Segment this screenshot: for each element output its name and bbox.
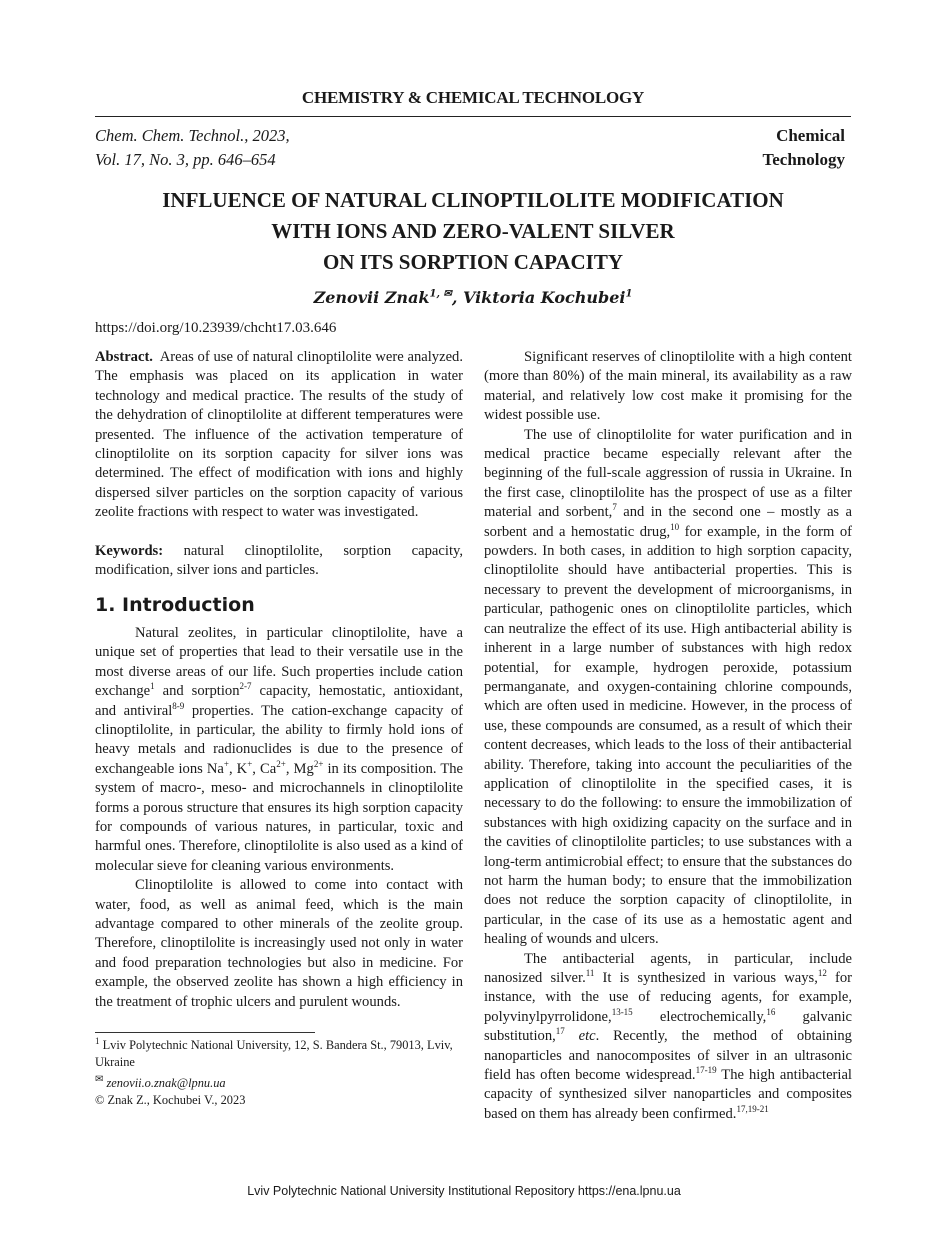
text-run: electrochemically,	[632, 1008, 767, 1025]
citation-ref: 11	[585, 968, 595, 979]
journal-category	[762, 124, 845, 172]
text-run: for instance, with the use of reducing agents, for example, polyvinylpyrrolidone,	[484, 970, 852, 1025]
author-list	[95, 288, 851, 307]
ion-charge: 2+	[276, 758, 286, 769]
text-run: properties. The cation-exchange capacity of clinoptilolite, in particular, the ability to firmly hold ions of heavy metals and radionuclides is due to the presence of exchangeable ions Na	[95, 702, 463, 777]
right-column	[484, 348, 852, 1124]
title-line-1: INFLUENCE OF NATURAL CLINOPTILOLITE MODIFICATION	[162, 188, 784, 212]
citation	[95, 124, 290, 172]
affiliation-text: Lviv Polytechnic National University, 12, S. Bandera St., 79013, Lviv, Ukraine	[95, 1038, 453, 1069]
citation-ref: 17	[555, 1026, 565, 1037]
category-line-2: Technology	[762, 150, 845, 169]
title-line-2: WITH IONS AND ZERO-VALENT SILVER	[271, 219, 675, 243]
repository-footer: Lviv Polytechnic National University Institutional Repository https://ena.lpnu.ua	[247, 1184, 681, 1198]
title-line-3: ON ITS SORPTION CAPACITY	[322, 250, 624, 274]
keywords-text: natural clinoptilolite, sorption capacity, modification, silver ions and particles.	[95, 542, 463, 579]
intro-paragraph: Clinoptilolite is allowed to come into contact with water, food, as well as animal feed, which is the main advantage compared to other minerals of the zeolite group. Therefore, clinoptilolite is increasingly used not only in water and food preparation technologies but also in medicine. For example, the observed zeolite has shown a high efficiency in the treatment of trophic ulcers and purulent wounds.	[95, 877, 463, 1010]
text-run: and sorption	[154, 683, 240, 700]
author-name: Zenovii Znak	[313, 288, 430, 307]
text-run: Natural zeolites, in particular clinoptilolite, have a unique set of properties that lead to their versatile use in the most diverse areas of our life. Such properties include cation exchange	[95, 624, 463, 700]
citation-line-2: Vol. 17, No. 3, pp. 646–654	[95, 150, 276, 169]
text-run: , Mg	[285, 760, 314, 777]
copyright-notice: © Znak Z., Kochubei V., 2023	[95, 1093, 246, 1108]
citation-ref: 12	[817, 968, 827, 979]
text-run: It is synthesized in various ways,	[594, 970, 818, 986]
text-run: The high antibacterial capacity of synthesized silver nanoparticles and composites based on them has already been confirmed.	[484, 1067, 852, 1122]
doi-link[interactable]: https://doi.org/10.23939/chcht17.03.646	[95, 320, 337, 336]
footnote-divider	[95, 1032, 315, 1033]
abstract-text: Areas of use of natural clinoptilolite were analyzed. The emphasis was placed on its application in water technology and medical practice. The results of the study of the dehydration of clinoptilolite at different temperatures were presented. The influence of the activation temperature of clinoptilolite on its sorption capacity for silver ions was determined. The effect of modification with ions and highly dispersed silver particles on the sorption capacity of various zeolite fractions with respect to water was investigated.	[95, 349, 463, 521]
ion-charge: 2+	[313, 758, 324, 769]
email-footnote	[95, 1071, 463, 1092]
text-run: capacity, hemostatic, antioxidant, and antiviral	[95, 683, 463, 719]
ion-charge: +	[247, 758, 253, 769]
text-run: and in the second one – mostly as a sorbent and a hemostatic drug,	[484, 504, 852, 540]
paper-title	[95, 185, 851, 278]
citation-ref: 13-15	[611, 1006, 633, 1017]
text-run: The use of clinoptilolite for water purification and in medical practice became especially relevant after the beginning of the full-scale aggression of russia in Ukraine. In the first case, clinoptilolite has the prospect of use as a filter material and sorbent,	[484, 426, 852, 521]
body-paragraph: Significant reserves of clinoptilolite with a high content (more than 80%) of the main mineral, its availability as a raw material, and relatively low cost make it promising for the widest possible use.	[484, 349, 852, 424]
citation-ref: 17-19	[695, 1065, 717, 1076]
author-affiliation-marker: 1, ✉	[429, 288, 452, 300]
author-separator: ,	[451, 288, 463, 307]
abstract-label: Abstract.	[95, 349, 153, 365]
text-run: for example, in the form of powders. In both cases, in addition to high sorption capacity, clinoptilolite should have antibacterial properties. This is necessary to prevent the development of microorganisms, in particular, pathogenic ones on clinoptilolite particles, which can neutralize the effect of its use. High antibacterial ability is inherent in a large number of substances with high redox potential, for example, hydrogen peroxide, potassium permanganate, and oxygen-containing chlorine compounds, which are often used in medicine. However, in the process of use, these compounds are consumed, as a result of which their content decreases, which leads to the loss of their antibacterial ability. Therefore, taking into account the peculiarities of the application of clinoptilolite in the specified cases, it is necessary to do the following: to ensure the immobilization of substances with high oxidizing capacity on the surface and in the cavities of clinoptilolite particles; to use substances with a long-term antimicrobial effect; to ensure that the substances do not harm the human body; to ensure that the immobilization does not reduce the sorption capacity of clinoptilolite, in particular, in the case of its use as a hemostatic agent and healing of wounds and ulcers.	[484, 523, 852, 948]
section-heading: 1. Introduction	[95, 594, 255, 617]
text-run: , K	[228, 760, 248, 777]
body-paragraph	[484, 950, 852, 1125]
citation-line-1: Chem. Chem. Technol., 2023,	[95, 126, 290, 145]
author-affiliation-marker: 1	[625, 288, 633, 300]
text-run: , Ca	[252, 760, 277, 777]
body-paragraph	[484, 426, 852, 950]
left-column	[95, 348, 463, 1109]
author-name: Viktoria Kochubei	[462, 288, 626, 307]
text-run-italic: etc	[564, 1028, 596, 1045]
affiliation-footnote	[95, 1037, 463, 1071]
citation-ref: 10	[670, 521, 680, 532]
keywords	[95, 542, 463, 581]
text-run: galvanic substitution,	[484, 1008, 852, 1045]
text-run: The antibacterial agents, in particular, include nanosized silver.	[484, 950, 852, 986]
citation-ref: 2-7	[239, 681, 252, 692]
citation-ref: 8-9	[172, 700, 185, 711]
citation-ref: 17,19-21	[736, 1103, 769, 1114]
abstract	[95, 348, 463, 523]
citation-ref: 7	[612, 502, 617, 513]
ion-charge: +	[223, 758, 229, 769]
citation-ref: 16	[766, 1006, 776, 1017]
citation-ref: 1	[150, 681, 155, 692]
intro-paragraph	[95, 624, 463, 876]
footnotes	[95, 1037, 463, 1109]
email-link[interactable]: zenovii.o.znak@lpnu.ua	[103, 1076, 226, 1091]
text-run: . Recently, the method of obtaining nanoparticles and nanocomposites of silver in an ultrasonic field has often become widespread.	[484, 1028, 852, 1084]
text-run: in its composition. The system of macro-, meso- and microchannels in clinoptilolite forms a porous structure that ensures its high sorption capacity for compounds of various natures, in particular, toxic and harmful ones. Therefore, clinoptilolite is also used as a kind of molecular sieve for cleaning various environments.	[95, 760, 464, 874]
journal-header: CHEMISTRY & CHEMICAL TECHNOLOGY	[95, 88, 851, 117]
affiliation-marker: 1	[95, 1035, 100, 1046]
envelope-icon: ✉	[95, 1074, 104, 1085]
keywords-label: Keywords:	[95, 542, 164, 559]
category-line-1: Chemical	[776, 126, 845, 145]
